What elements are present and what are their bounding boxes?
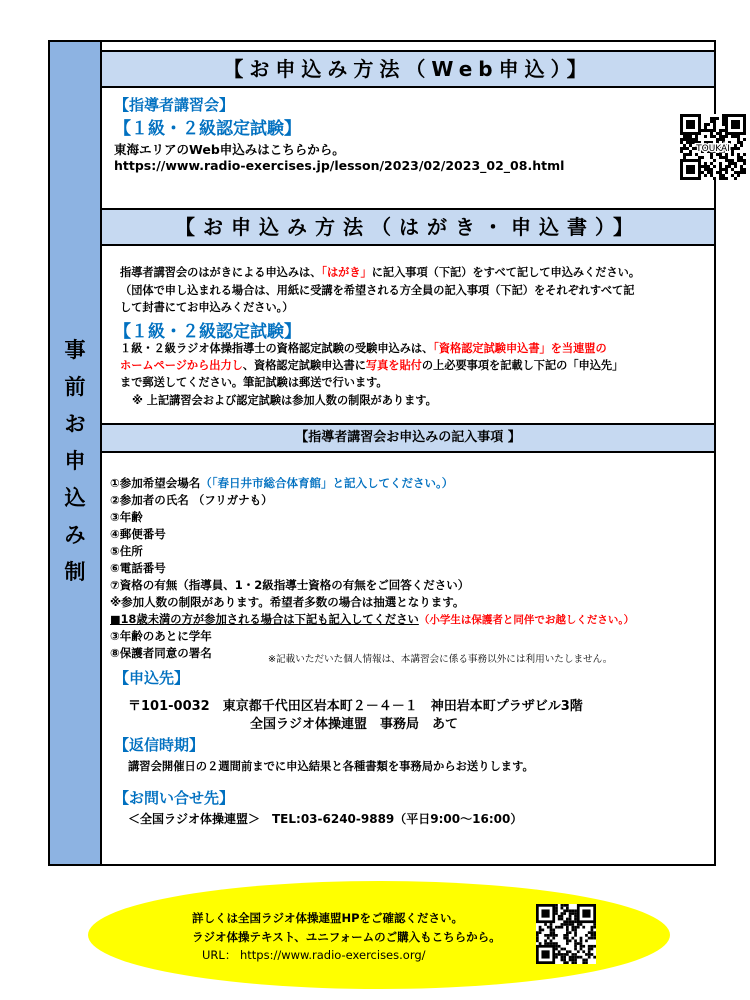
- postal-para2-line2: [120, 357, 623, 373]
- reply-text: 講習会開催日の２週間前までに申込結果と各種書類を事務局からお送りします。: [128, 760, 534, 773]
- postal-text: に記入事項（下記）をすべて記して申込みください。: [371, 266, 641, 279]
- item-qualification: ⑦資格の有無（指導員、1・2級指導士資格の有無をご回答ください）: [110, 578, 470, 592]
- item-address: ⑤住所: [110, 544, 143, 558]
- postal-text: 、資格認定試験申込書に: [242, 359, 366, 372]
- destination-recipient: 全国ラジオ体操連盟 事務局 あて: [250, 717, 459, 732]
- side-char: 前: [64, 375, 86, 399]
- contact-title: 【お問い合せ先】: [114, 789, 235, 807]
- item-phone: ⑥電話番号: [110, 561, 166, 575]
- postal-para1-line1: [120, 264, 640, 280]
- footer-line2: ラジオ体操テキスト、ユニフォームのご購入もこちらから。: [192, 930, 501, 944]
- privacy-note: ※記載いただいた個人情報は、本講習会に係る事務以外には利用いたしません。: [268, 654, 613, 665]
- contact-text: ＜全国ラジオ体操連盟＞ TEL:03-6240-9889（平日9:00～16:00）: [128, 812, 523, 826]
- item-minor-red: （小学生は保護者と同伴でお越しください。）: [418, 614, 635, 626]
- postal-para1-line3: して封書にてお申込みください。）: [120, 301, 294, 314]
- postal-header: 【お申込み方法（はがき・申込書）】: [102, 208, 714, 246]
- item-text: ①参加希望会場名: [110, 476, 201, 490]
- qr-label: TOUKAI: [696, 144, 730, 154]
- side-char: お: [64, 412, 86, 436]
- item-age: ③年齢: [110, 510, 143, 524]
- postal-highlight: 「資格認定試験申込書」を当連盟の: [433, 342, 607, 355]
- web-qr-code-icon[interactable]: [680, 114, 746, 180]
- side-char: み: [64, 523, 86, 547]
- side-char: 事: [64, 338, 86, 362]
- main-content: [102, 42, 730, 864]
- main-frame: [48, 40, 730, 866]
- postal-text: の上必要事項を記載し下記の「申込先」: [421, 359, 624, 372]
- web-url-link[interactable]: https://www.radio-exercises.jp/lesson/2023/02/2023_02_08.html: [114, 158, 565, 173]
- item-name: ②参加者の氏名 （フリガナも）: [110, 493, 273, 507]
- postal-highlight: 「はがき」: [321, 266, 372, 279]
- side-label: [50, 332, 100, 591]
- item-grade: ③年齢のあとに学年: [110, 629, 212, 643]
- postal-para1-line2: （団体で申し込まれる場合は、用紙に受講を希望される方全員の記入事項（下記）をそれぞれすべて記: [120, 284, 635, 297]
- postal-para2-line3: まで郵送してください。筆記試験は郵送で行います。: [120, 376, 388, 389]
- item-venue-note: （「春日井市総合体育館」と記入してください。）: [200, 476, 454, 490]
- web-header: 【お申込み方法（Web申込）】: [102, 50, 714, 88]
- postal-para2-line1: [120, 340, 607, 356]
- postal-text: 指導者講習会のはがきによる申込みは、: [120, 266, 322, 279]
- item-venue: [110, 475, 453, 491]
- web-intro: 東海エリアのWeb申込みはこちらから。: [114, 142, 345, 157]
- postal-exam-title: 【１級・２級認定試験】: [114, 322, 301, 342]
- reply-title: 【返信時期】: [114, 736, 205, 754]
- postal-highlight: ホームページから出力し: [120, 359, 243, 372]
- item-minor-text: ■18歳未満の方が参加される場合は下記も記入してください: [110, 613, 419, 626]
- destination-address: 〒101-0032 東京都千代田区岩本町２－４－１ 神田岩本町プラザビル3階: [128, 699, 583, 714]
- side-column: [50, 42, 102, 864]
- footer-line1: 詳しくは全国ラジオ体操連盟HPをご確認ください。: [192, 911, 464, 925]
- postal-highlight: 写真を貼付: [365, 359, 422, 372]
- destination-title: 【申込先】: [114, 669, 190, 687]
- item-guardian: ⑧保護者同意の署名: [110, 646, 212, 660]
- side-char: 込: [64, 486, 86, 510]
- item-limit-note: ※参加人数の制限があります。希望者多数の場合は抽選となります。: [110, 595, 465, 609]
- side-char: 制: [64, 560, 86, 584]
- item-minor-note: [110, 611, 634, 627]
- web-lecture-title: 【指導者講習会】: [114, 96, 235, 114]
- item-postcode: ④郵便番号: [110, 527, 166, 541]
- footer-qr-code-icon[interactable]: [536, 904, 596, 964]
- items-header: 【指導者講習会お申込みの記入事項 】: [102, 423, 714, 453]
- footer-url-link[interactable]: URL： https://www.radio-exercises.org/: [202, 948, 426, 962]
- side-char: 申: [64, 449, 86, 473]
- web-exam-title: 【１級・２級認定試験】: [114, 119, 301, 139]
- postal-text: １級・２級ラジオ体操指導士の資格認定試験の受験申込みは、: [120, 342, 434, 355]
- postal-note: ※ 上記講習会および認定試験は参加人数の制限があります。: [132, 394, 437, 407]
